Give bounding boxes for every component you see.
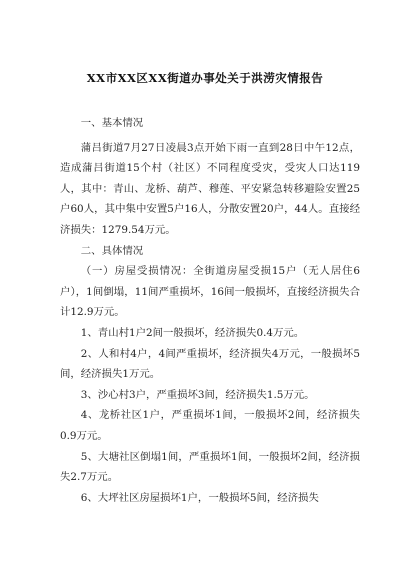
document-body — [60, 113, 360, 508]
paragraph-house-damage: （一）房屋受损情况：全街道房屋受损15户（无人居住6户），1间倒塌，11间严重损坏，16间一般损坏，直接经济损失合计12.9万元。 — [60, 265, 360, 319]
list-item-longqiao: 4、龙桥社区1户，严重损坏1间，一般损坏2间，经济损失0.9万元。 — [60, 409, 360, 442]
list-item-shaxin: 3、沙心村3户，严重损坏3间，经济损失1.5万元。 — [80, 388, 315, 401]
list-item-qingshan: 1、青山村1户2间一般损坏，经济损失0.4万元。 — [80, 326, 305, 339]
paragraph-basic-situation: 蒲吕街道7月27日凌晨3点开始下雨一直到28日中午12点，造成蒲吕街道15个村（社区）不同程度受灾，受灾人口达119人，其中：青山、龙桥、葫芦、穆莲、平安紧急转移避险安置25户60人，其中集中安置5户16人，分散安置20户，44人。直接经济损失：1279.54万元。 — [60, 141, 360, 236]
document-title: XX市XX区XX街道办事处关于洪涝灾情报告 — [86, 71, 324, 85]
list-item-daping: 6、大坪社区房屋损坏1户，一般损坏5间，经济损失 — [80, 491, 319, 504]
section-heading-details: 二、具体情况 — [80, 244, 144, 257]
section-heading-basic: 一、基本情况 — [80, 117, 144, 129]
list-item-datang: 5、大塘社区倒塌1间，严重损坏1间，一般损坏2间，经济损失2.7万元。 — [60, 450, 360, 484]
list-item-renhe: 2、人和村4户，4间严重损坏，经济损失4万元，一般损坏5间，经济损失1万元。 — [60, 347, 360, 381]
